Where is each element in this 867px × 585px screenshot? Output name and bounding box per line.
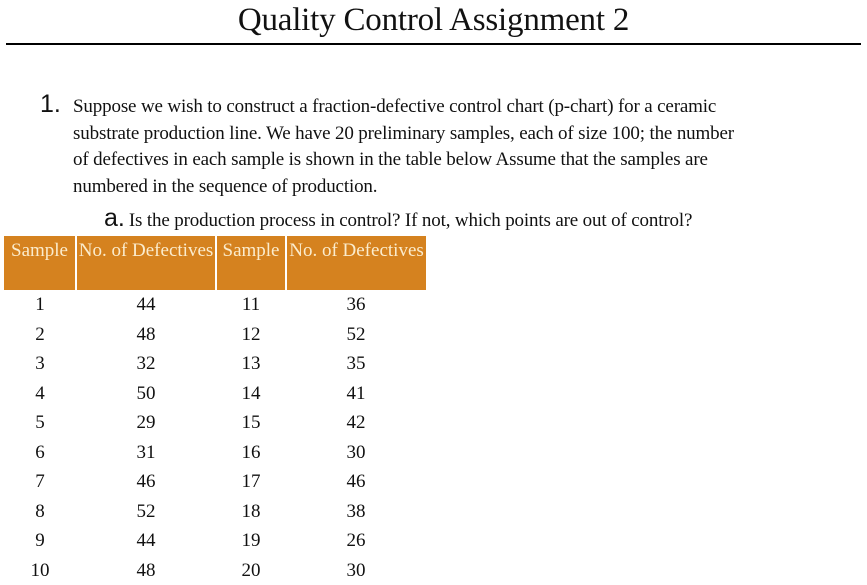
cell-defectives: 50 xyxy=(76,379,216,409)
sub-question-text: Is the production process in control? If not, which points are out of control? xyxy=(129,210,692,231)
cell-sample: 6 xyxy=(4,438,76,468)
cell-defectives: 30 xyxy=(286,556,426,585)
sub-question xyxy=(104,204,692,233)
question-line: Suppose we wish to construct a fraction-defective control chart (p-chart) for a ceramic xyxy=(73,94,863,121)
cell-sample: 15 xyxy=(216,408,286,438)
cell-sample: 4 xyxy=(4,379,76,409)
cell-defectives: 36 xyxy=(286,290,426,320)
cell-sample: 2 xyxy=(4,320,76,350)
cell-sample: 14 xyxy=(216,379,286,409)
table-body xyxy=(4,290,426,585)
table-row xyxy=(4,526,426,556)
cell-sample: 1 xyxy=(4,290,76,320)
cell-defectives: 44 xyxy=(76,290,216,320)
cell-defectives: 46 xyxy=(286,467,426,497)
cell-defectives: 52 xyxy=(76,497,216,527)
table-row xyxy=(4,379,426,409)
header-sample: Sample xyxy=(216,236,286,290)
table-row xyxy=(4,556,426,585)
cell-defectives: 29 xyxy=(76,408,216,438)
table-header-row xyxy=(4,236,426,290)
question-number: 1. xyxy=(40,89,61,119)
cell-sample: 19 xyxy=(216,526,286,556)
sub-question-letter: a. xyxy=(104,204,125,232)
cell-defectives: 26 xyxy=(286,526,426,556)
cell-defectives: 31 xyxy=(76,438,216,468)
table-row xyxy=(4,467,426,497)
cell-defectives: 52 xyxy=(286,320,426,350)
header-sample: Sample xyxy=(4,236,76,290)
cell-sample: 12 xyxy=(216,320,286,350)
cell-defectives: 41 xyxy=(286,379,426,409)
cell-defectives: 35 xyxy=(286,349,426,379)
title-underline xyxy=(6,43,861,45)
page-title: Quality Control Assignment 2 xyxy=(0,1,867,39)
table-row xyxy=(4,438,426,468)
cell-defectives: 32 xyxy=(76,349,216,379)
header-defectives: No. of Defectives xyxy=(76,236,216,290)
cell-sample: 17 xyxy=(216,467,286,497)
cell-defectives: 42 xyxy=(286,408,426,438)
cell-defectives: 44 xyxy=(76,526,216,556)
cell-sample: 9 xyxy=(4,526,76,556)
cell-sample: 5 xyxy=(4,408,76,438)
table-row xyxy=(4,320,426,350)
cell-sample: 13 xyxy=(216,349,286,379)
table-row xyxy=(4,349,426,379)
question-line: substrate production line. We have 20 preliminary samples, each of size 100; the number xyxy=(73,121,863,148)
question-line: of defectives in each sample is shown in the table below Assume that the samples are xyxy=(73,147,863,174)
cell-sample: 16 xyxy=(216,438,286,468)
cell-sample: 10 xyxy=(4,556,76,585)
table-row xyxy=(4,290,426,320)
question-text xyxy=(73,94,863,200)
cell-defectives: 30 xyxy=(286,438,426,468)
table-row xyxy=(4,408,426,438)
defectives-table xyxy=(4,236,426,585)
cell-sample: 3 xyxy=(4,349,76,379)
cell-defectives: 48 xyxy=(76,556,216,585)
cell-sample: 11 xyxy=(216,290,286,320)
cell-sample: 20 xyxy=(216,556,286,585)
cell-sample: 8 xyxy=(4,497,76,527)
cell-sample: 7 xyxy=(4,467,76,497)
table-row xyxy=(4,497,426,527)
cell-defectives: 38 xyxy=(286,497,426,527)
cell-defectives: 46 xyxy=(76,467,216,497)
header-defectives: No. of Defectives xyxy=(286,236,426,290)
cell-defectives: 48 xyxy=(76,320,216,350)
cell-sample: 18 xyxy=(216,497,286,527)
question-line: numbered in the sequence of production. xyxy=(73,174,863,201)
